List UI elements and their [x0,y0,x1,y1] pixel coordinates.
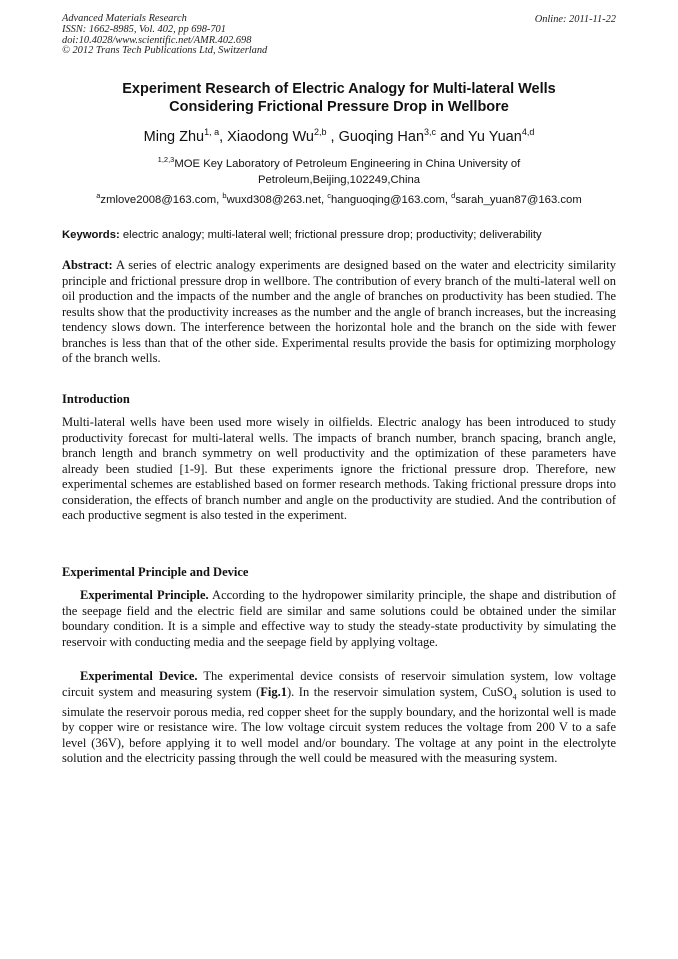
device-text-2: ). In the reservoir simulation system, CuSO [286,684,513,699]
abstract [62,258,616,367]
author-name: Ming Zhu [143,129,205,145]
email-address: wuxd308@263.net [226,194,321,206]
author-superscript: 4,d [521,127,535,137]
device-text-3: solution is used to simulate the reservoir porous media, red copper sheet for the supply boundary, and the horizontal well is made by copper wire or resistance wire. The low voltage circuit system reduces the voltage from 200 V to a safe level (36V), before applying it to well model and/or boundary. The voltage at any point in the electrolyte solution and the electricity passing through the well could be measured with the measuring system. [62,684,616,765]
online-date: Online: 2011-11-22 [534,14,616,25]
email-superscript: d [451,191,456,200]
journal-header [62,14,267,57]
author-superscript: 2,b [313,127,327,137]
affiliation-line-2: Petroleum,Beijing,102249,China [257,173,421,186]
journal-name: Advanced Materials Research [62,13,187,24]
affiliation-line-1: MOE Key Laboratory of Petroleum Engineering in China University of [174,158,521,170]
email-separator: , [216,194,223,206]
author-list [62,129,616,145]
paper-title [62,80,616,116]
abstract-label: Abstract: [62,258,113,272]
author-name: Yu Yuan [468,129,522,145]
section-heading-principle-device: Experimental Principle and Device [62,565,249,579]
author-name: Guoqing Han [338,129,425,145]
email-superscript: c [327,191,332,200]
email-separator: , [444,194,452,206]
section-heading-introduction: Introduction [62,392,130,406]
author-superscript: 3,c [424,127,437,137]
introduction-paragraph: Multi-lateral wells have been used more wisely in oilfields. Electric analogy has been introduced to study productivity forecast for multi-lateral wells. The impacts of branch number, branch spacing, branch angle, branch length and branch symmetry on well productivity and the optimization of these parameters have already been studied [1-9]. But these experiments ignore the frictional pressure drop. Therefore, new experimental schemes are established based on former research methods. Taking frictional pressure drops into consideration, the effects of branch number and angle on the productivity are studied. And the contribution of each productive segment is also tested in the experiment. [62,415,616,522]
principle-label: Experimental Principle. [80,588,209,602]
author-separator: and [436,129,469,145]
email-list [62,191,616,206]
keywords [62,229,616,241]
email-separator: , [320,194,328,206]
device-text-1: The experimental device consists of reservoir simulation system, low voltage circuit system and measuring system ( [62,669,616,699]
title-line-1: Experiment Research of Electric Analogy for Multi-lateral Wells [122,81,556,97]
doi-line: doi:10.4028/www.scientific.net/AMR.402.698 [62,34,252,46]
email-address: zmlove2008@163.com [100,194,217,206]
principle-paragraph [62,588,616,650]
title-line-2: Considering Frictional Pressure Drop in Wellbore [169,99,509,115]
keywords-text: electric analogy; multi-lateral well; frictional pressure drop; productivity; deliverability [119,229,542,241]
author-separator: , [326,129,339,145]
author-superscript: 1, a [204,127,220,137]
copyright-line: © 2012 Trans Tech Publications Ltd, Switzerland [62,45,268,57]
affiliation [62,157,616,188]
figure-reference: Fig.1 [260,684,287,699]
email-superscript: a [96,191,101,200]
device-label: Experimental Device. [80,669,198,683]
email-address: sarah_yuan87@163.com [455,194,582,206]
principle-text: According to the hydropower similarity principle, the shape and distribution of the seepage field and the electric field are similar and same solutions could be obtained under the similar boundary condition. It is a simple and effective way to study the steady-state productivity by simulating the reservoir with conducting media and the seepage field by applying voltage. [62,588,616,649]
device-paragraph [62,669,616,767]
issn-line: ISSN: 1662-8985, Vol. 402, pp 698-701 [62,23,226,35]
author-name: Xiaodong Wu [227,129,314,145]
keywords-label: Keywords: [62,229,120,241]
author-separator: , [219,129,228,145]
subscript-4: 4 [512,692,517,701]
abstract-text: A series of electric analogy experiments are designed based on the water and electricity similarity principle and frictional pressure drop in wellbore. The contribution of every branch of the multi-lateral well on oil production and the impacts of the number and the angle of branches on productivity has been studied. The results show that the productivity increases as the number and the angle of branch increases, but the increasing tendency slows down. The interference between the horizontal hole and the branch on the side with fewer branches is less than that of the other side. Experimental results provide the basis for optimizing morphology of the branch wells. [62,258,616,365]
email-superscript: b [222,191,227,200]
email-address: hanguoqing@163.com [331,194,445,206]
affiliation-superscript: 1,2,3 [157,155,175,164]
